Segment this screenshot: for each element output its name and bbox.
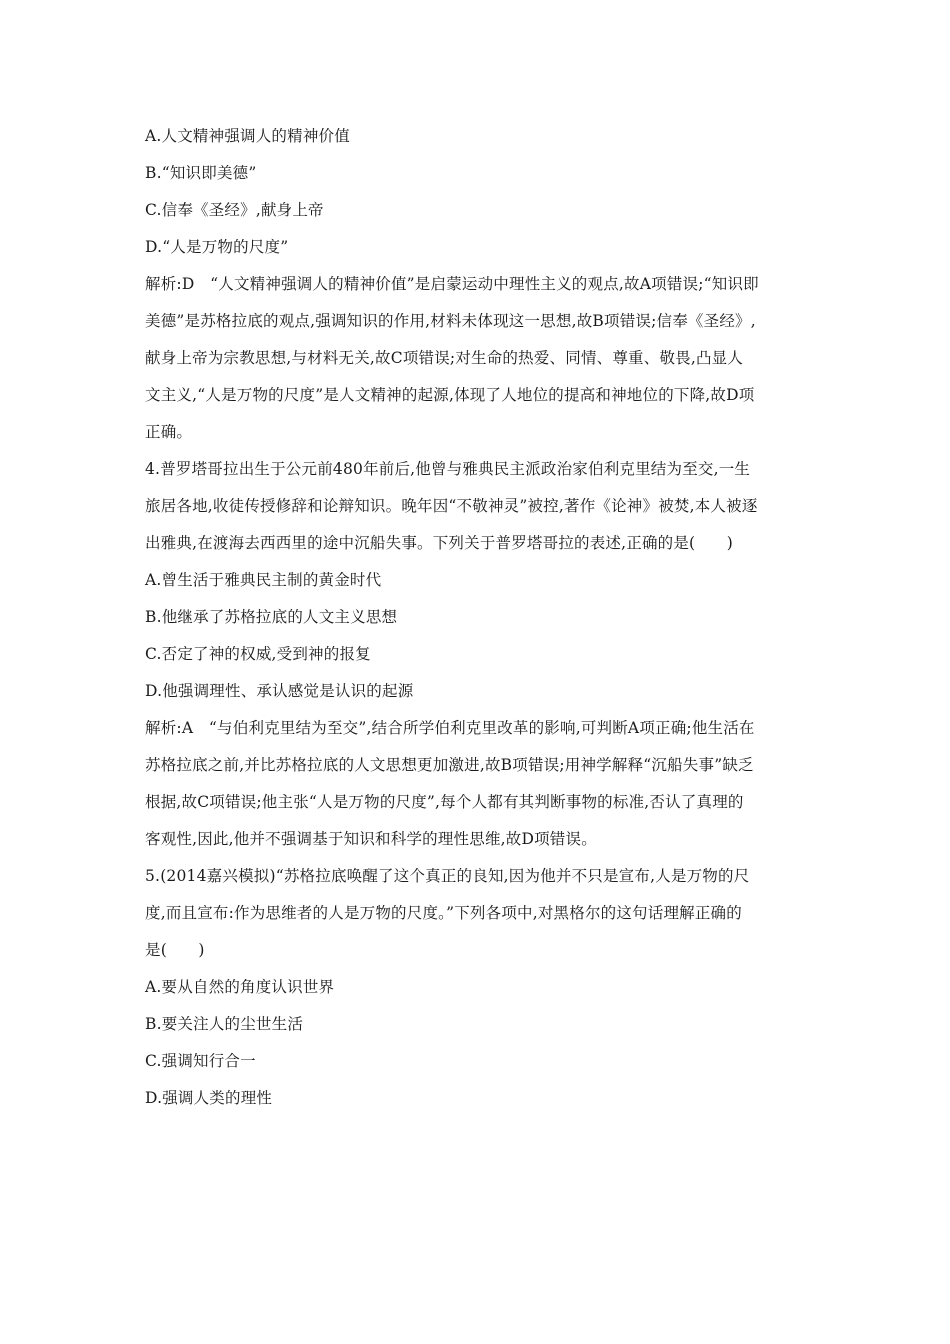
q4-stem-line: 4.普罗塔哥拉出生于公元前480年前后,他曾与雅典民主派政治家伯利克里结为至交,一生: [145, 460, 751, 478]
q4-analysis-line: 解析:A “与伯利克里结为至交”,结合所学伯利克里改革的影响,可判断A项正确;他生活在: [145, 719, 755, 737]
q5-option-b: B.要关注人的尘世生活: [145, 1015, 304, 1033]
q4-option-c: C.否定了神的权威,受到神的报复: [145, 645, 371, 663]
q4-analysis-line: 客观性,因此,他并不强调基于知识和科学的理性思维,故D项错误。: [145, 830, 597, 848]
q5-option-a: A.要从自然的角度认识世界: [145, 978, 335, 996]
q4-analysis-line: 根据,故C项错误;他主张“人是万物的尺度”,每个人都有其判断事物的标准,否认了真理的: [145, 793, 744, 811]
q4-analysis: [145, 710, 810, 858]
q3-option-c: C.信奉《圣经》,献身上帝: [145, 201, 324, 219]
document-page: [145, 118, 810, 1117]
q3-analysis-line: 正确。: [145, 423, 193, 441]
q3-analysis-line: 文主义,“人是万物的尺度”是人文精神的起源,体现了人地位的提高和神地位的下降,故D项: [145, 386, 755, 404]
q5-stem: [145, 858, 810, 969]
q4-options: [145, 562, 810, 710]
q4-stem: [145, 451, 810, 562]
q5-option-d: D.强调人类的理性: [145, 1089, 273, 1107]
q5-option-c: C.强调知行合一: [145, 1052, 256, 1070]
q4-stem-line: 出雅典,在渡海去西西里的途中沉船失事。下列关于普罗塔哥拉的表述,正确的是( ): [145, 534, 733, 552]
q5-stem-line: 是( ): [145, 941, 205, 959]
q4-analysis-line: 苏格拉底之前,并比苏格拉底的人文思想更加激进,故B项错误;用神学解释“沉船失事”缺乏: [145, 756, 754, 774]
q3-analysis-line: 解析:D “人文精神强调人的精神价值”是启蒙运动中理性主义的观点,故A项错误;“知识即: [145, 275, 759, 293]
q3-option-d: D.“人是万物的尺度”: [145, 238, 289, 256]
q3-analysis-line: 美德”是苏格拉底的观点,强调知识的作用,材料未体现这一思想,故B项错误;信奉《圣经》,: [145, 312, 756, 330]
q4-stem-line: 旅居各地,收徒传授修辞和论辩知识。晚年因“不敬神灵”被控,著作《论神》被焚,本人被逐: [145, 497, 758, 515]
q3-analysis: [145, 266, 810, 451]
q5-stem-line: 5.(2014嘉兴模拟)“苏格拉底唤醒了这个真正的良知,因为他并不只是宣布,人是万物的尺: [145, 867, 750, 885]
q3-option-a: A.人文精神强调人的精神价值: [145, 127, 350, 145]
q5-options: [145, 969, 810, 1117]
q3-analysis-line: 献身上帝为宗教思想,与材料无关,故C项错误;对生命的热爱、同情、尊重、敬畏,凸显人: [145, 349, 744, 367]
q3-options: [145, 118, 810, 266]
q5-stem-line: 度,而且宣布:作为思维者的人是万物的尺度。”下列各项中,对黑格尔的这句话理解正确的: [145, 904, 742, 922]
q4-option-d: D.他强调理性、承认感觉是认识的起源: [145, 682, 414, 700]
q4-option-b: B.他继承了苏格拉底的人文主义思想: [145, 608, 398, 626]
q4-option-a: A.曾生活于雅典民主制的黄金时代: [145, 571, 382, 589]
q3-option-b: B.“知识即美德”: [145, 164, 257, 182]
